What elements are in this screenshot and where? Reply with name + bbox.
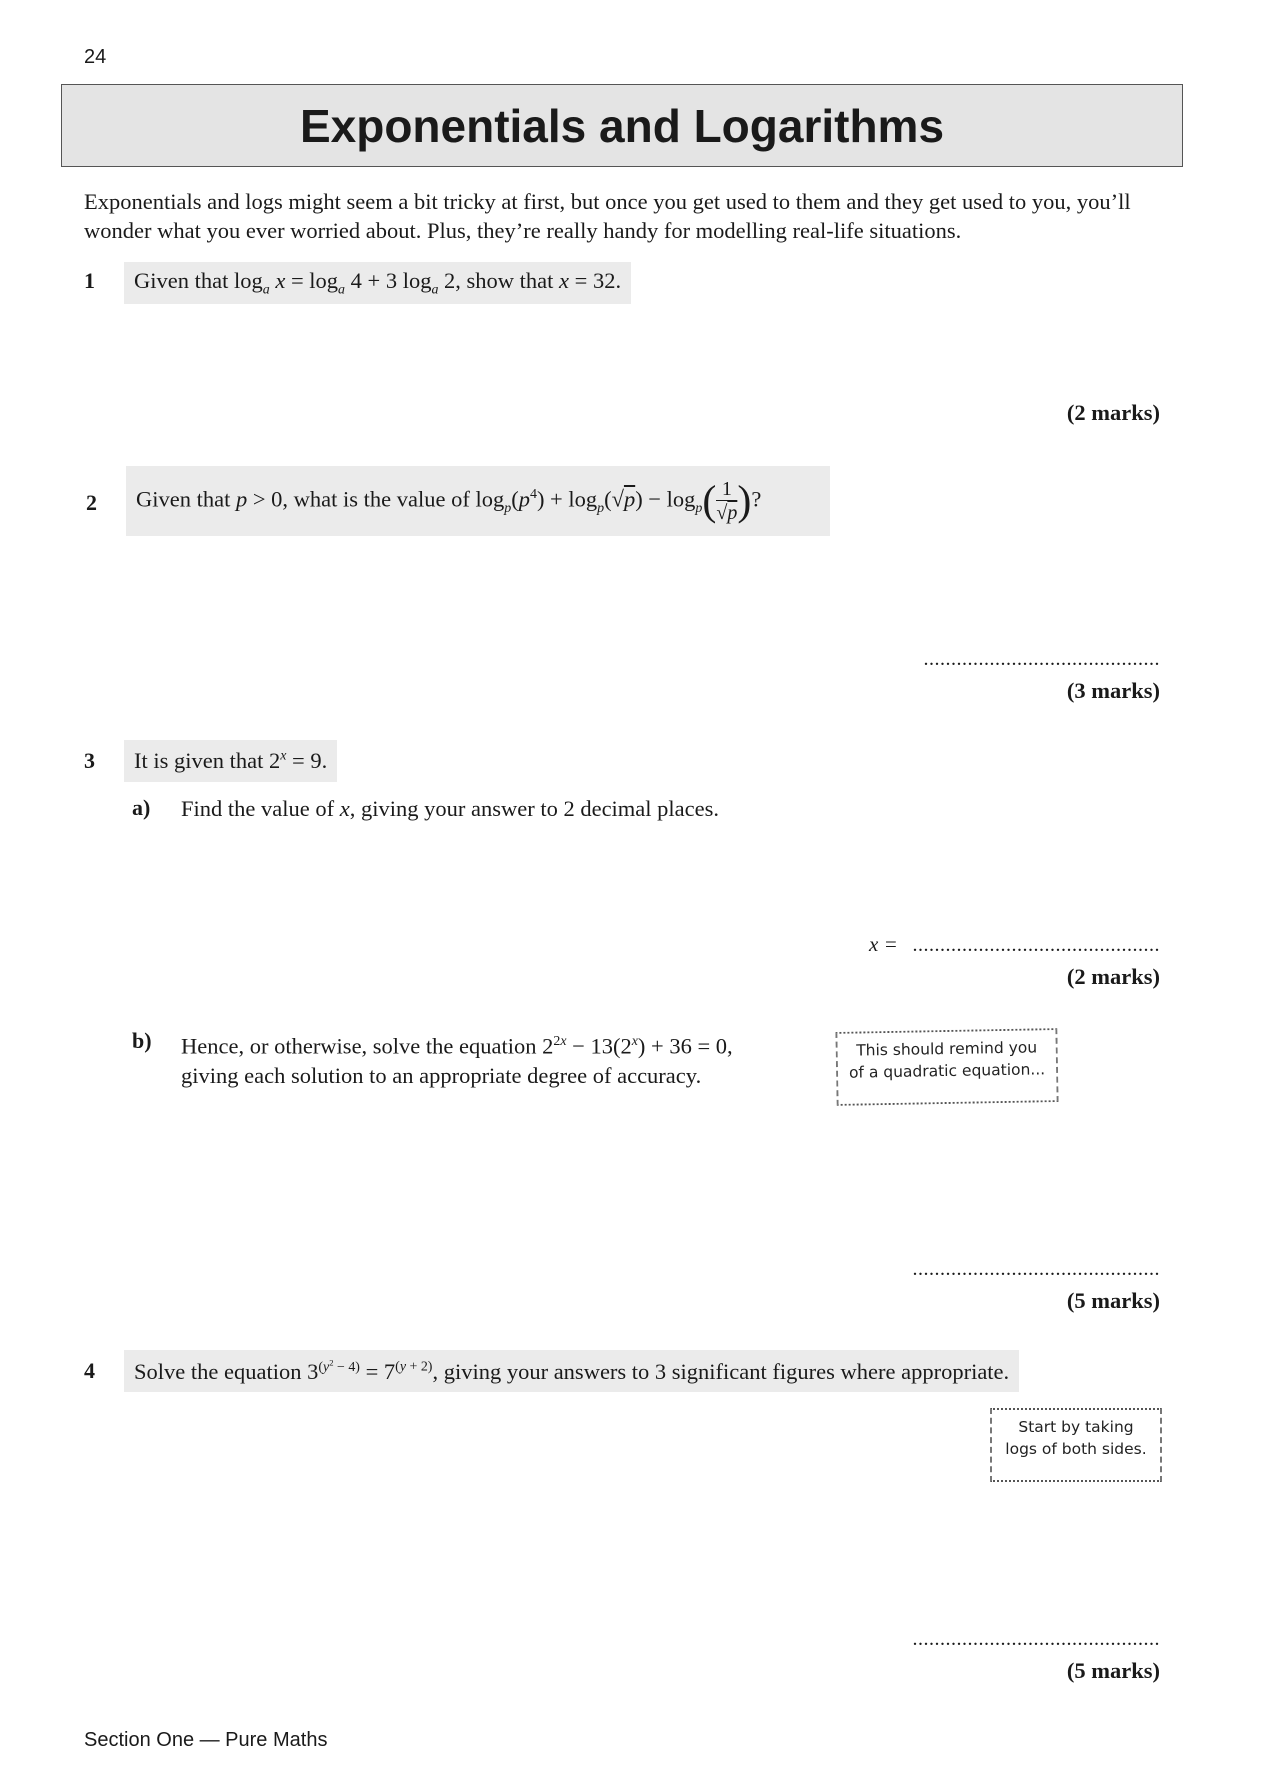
question-3-hint-line-2: of a quadratic equation... [848, 1060, 1046, 1082]
page-title: Exponentials and Logarithms [299, 99, 945, 152]
question-4-marks: (5 marks) [1066, 1658, 1160, 1683]
question-3-hint-box [835, 1028, 1058, 1106]
question-3a-text: Find the value of x, giving your answer to 2 decimal places. [181, 796, 720, 821]
question-1-marks: (2 marks) [1066, 400, 1160, 425]
title-banner [61, 84, 1183, 167]
question-3a-answer-prefix: x = [869, 932, 898, 956]
question-2-answer-line[interactable]: ........................................... [923, 648, 1160, 670]
question-2-number: 2 [86, 490, 97, 515]
question-3a-answer-line[interactable]: ............................................. [912, 934, 1160, 956]
question-4-hint-box [990, 1408, 1162, 1482]
question-3b-text-line-1: Hence, or otherwise, solve the equation $2^{2x} - 13(2^x) + 36 = 0$, [181, 1033, 733, 1059]
question-2-box [126, 466, 830, 536]
question-1-number: 1 [84, 268, 95, 293]
question-3b-letter: b) [132, 1028, 152, 1053]
intro-paragraph: Exponentials and logs might seem a bit tricky at first, but once you get used to them and they get used to you, you’ll wonder what you ever worried about. Plus, they’re really handy for modelling real-life situations. [84, 189, 1131, 243]
question-4-box [124, 1350, 1019, 1392]
question-3a-letter: a) [132, 795, 151, 820]
question-4-hint-line-1: Start by taking [1018, 1418, 1134, 1436]
question-4-answer-line[interactable]: ............................................. [912, 1628, 1160, 1650]
question-4-text: Solve the equation $3^{(y^2 - 4)} = 7^{(y + 2)}$, giving your answers to 3 significant figures where appropriate. [134, 1356, 1010, 1385]
question-3-box [124, 740, 337, 782]
page-number: 24 [84, 46, 107, 68]
question-3b-marks: (5 marks) [1066, 1288, 1160, 1313]
page-footer: Section One — Pure Maths [84, 1729, 328, 1751]
question-1-text: Given that $\log_a x = \log_a 4 + 3$ $\log_a 2$, show that x = 32. [134, 267, 622, 298]
question-4-hint-line-2: logs of both sides. [1005, 1440, 1147, 1458]
question-3-number: 3 [84, 748, 95, 773]
question-3b-text-line-2: giving each solution to an appropriate degree of accuracy. [181, 1062, 702, 1088]
question-3-hint-line-1: This should remind you [856, 1038, 1038, 1060]
question-4-number: 4 [84, 1358, 95, 1383]
question-3-text: It is given that $2^x = 9$. [134, 748, 328, 773]
question-2-text: Given that p > 0, what is the value of $\log_p(p^4) + \log_p(√p) - \log_p$( $\frac{1}{√p}$ )? [136, 477, 762, 524]
question-1-box [124, 262, 631, 304]
question-2-marks: (3 marks) [1066, 678, 1160, 703]
question-3b-answer-line[interactable]: ............................................. [912, 1258, 1160, 1280]
question-3a-marks: (2 marks) [1066, 964, 1160, 989]
question-3b-text [181, 1027, 781, 1090]
